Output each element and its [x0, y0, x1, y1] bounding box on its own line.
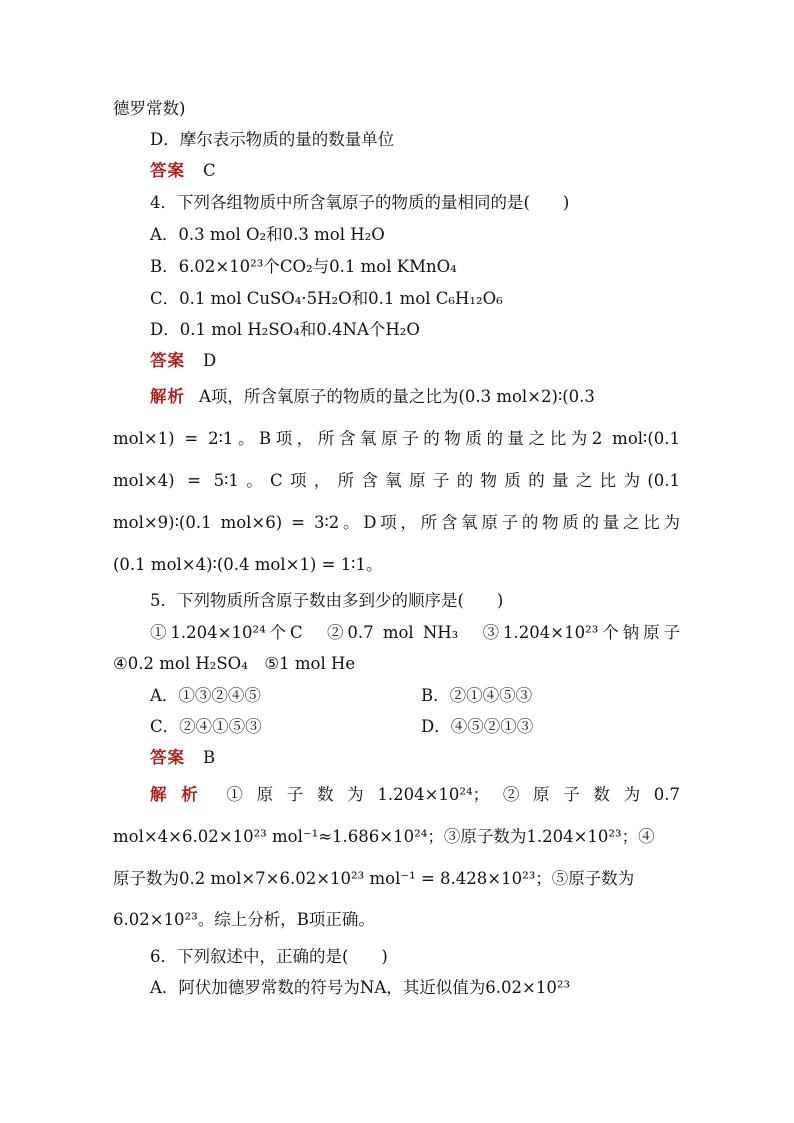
- analysis-label: 解析: [150, 387, 185, 406]
- q5-answer-line: [150, 747, 215, 769]
- q5-items-line-2: ④0.2 mol H₂SO₄ ⑤1 mol He: [113, 654, 356, 673]
- analysis-text: A项，所含氧原子的物质的量之比为(0.3 mol×2)∶(0.3: [199, 387, 595, 406]
- q4-analysis-line: mol×4) = 5∶1。C项，所含氧原子的物质的量之比为(0.1: [113, 471, 680, 490]
- answer-value: B: [203, 748, 216, 767]
- q5-option-a: A．①③②④⑤: [150, 686, 261, 705]
- q6-option-a: A．阿伏加德罗常数的符号为NA，其近似值为6.02×10²³: [150, 978, 571, 997]
- answer-label: 答案: [150, 351, 185, 370]
- q5-analysis-line: 原子数为0.2 mol×7×6.02×10²³ mol⁻¹ = 8.428×10²³；⑤原子数为: [113, 869, 635, 888]
- q5-analysis-line: [150, 784, 680, 806]
- answer-line: [150, 160, 216, 182]
- q4-option-b: B．6.02×10²³个CO₂与0.1 mol KMnO₄: [150, 257, 457, 276]
- q5-option-b: B．②①④⑤③: [421, 686, 533, 705]
- q5-option-c: C．②④①⑤③: [150, 717, 262, 736]
- q4-analysis-line: mol×1) = 2∶1。B项，所含氧原子的物质的量之比为2 mol∶(0.1: [113, 429, 680, 448]
- text-line: 德罗常数): [113, 99, 186, 118]
- answer-label: 答案: [150, 161, 185, 180]
- q4-answer-line: [150, 350, 216, 372]
- q5-items-line-1: ①1.204×10²⁴个C ②0.7 mol NH₃ ③1.204×10²³个钠原子: [150, 623, 680, 642]
- q5-analysis-line: 6.02×10²³。综上分析，B项正确。: [113, 910, 375, 929]
- answer-label: 答案: [150, 748, 185, 767]
- q4-analysis-line: mol×9)∶(0.1 mol×6) = 3∶2。D项，所含氧原子的物质的量之比为: [113, 513, 680, 532]
- analysis-text: ①原子数为1.204×10²⁴；②原子数为0.7: [226, 785, 681, 804]
- q5-option-d: D．④⑤②①③: [421, 717, 534, 736]
- q4-analysis-line: [150, 386, 680, 408]
- q5-analysis-line: mol×4×6.02×10²³ mol⁻¹≈1.686×10²⁴；③原子数为1.204×10²³；④: [113, 827, 655, 846]
- question-4-stem: 4．下列各组物质中所含氧原子的物质的量相同的是( ): [150, 193, 570, 212]
- q4-option-a: A．0.3 mol O₂和0.3 mol H₂O: [150, 225, 385, 244]
- q4-analysis-line: (0.1 mol×4)∶(0.4 mol×1) = 1∶1。: [113, 555, 383, 574]
- q4-option-d: D．0.1 mol H₂SO₄和0.4NA个H₂O: [150, 320, 420, 339]
- answer-value: C: [203, 161, 216, 180]
- answer-value: D: [203, 351, 217, 370]
- option-d: D．摩尔表示物质的量的数量单位: [150, 130, 395, 149]
- question-6-stem: 6．下列叙述中，正确的是( ): [150, 947, 388, 966]
- q4-option-c: C．0.1 mol CuSO₄·5H₂O和0.1 mol C₆H₁₂O₆: [150, 289, 503, 308]
- question-5-stem: 5．下列物质所含原子数由多到少的顺序是( ): [150, 591, 504, 610]
- analysis-label: 解析: [150, 785, 213, 804]
